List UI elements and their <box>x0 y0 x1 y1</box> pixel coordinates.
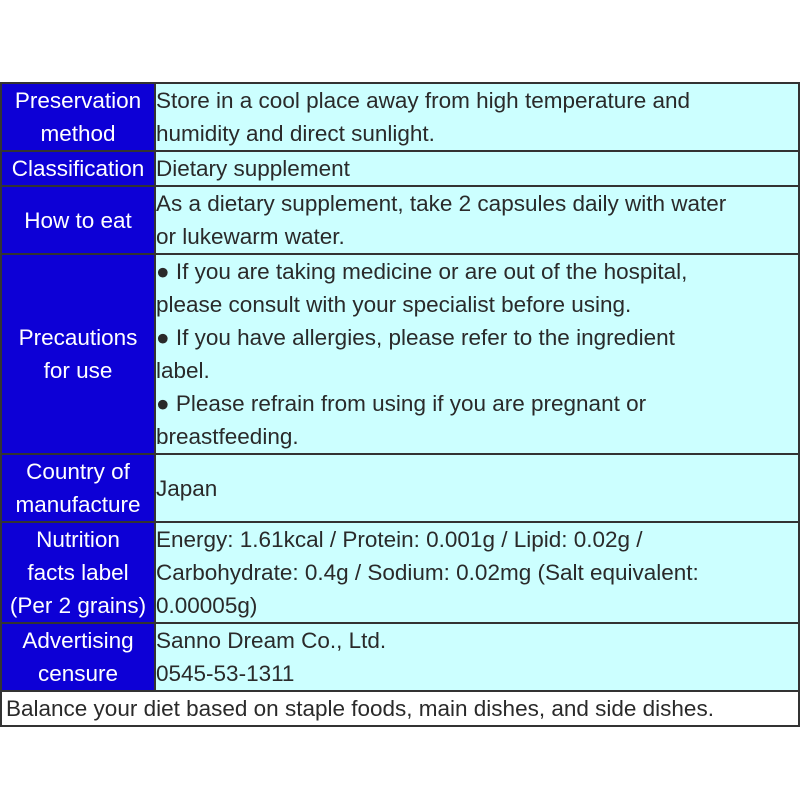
precaution-line: label. <box>156 358 210 383</box>
row-how-to-eat <box>1 186 799 254</box>
value-precautions-for-use <box>155 254 799 454</box>
row-nutrition-facts <box>1 522 799 623</box>
label-how-to-eat: How to eat <box>1 186 155 254</box>
label-classification: Classification <box>1 151 155 186</box>
row-precautions <box>1 254 799 454</box>
label-nutrition-facts: Nutrition facts label (Per 2 grains) <box>1 522 155 623</box>
precaution-line: breastfeeding. <box>156 424 299 449</box>
product-spec-table <box>0 82 800 727</box>
row-advertising-censure <box>1 623 799 691</box>
label-advertising-censure: Advertising censure <box>1 623 155 691</box>
phone-number: 0545-53-1311 <box>156 661 295 686</box>
value-country-of-manufacture: Japan <box>155 454 799 522</box>
precaution-line: ● Please refrain from using if you are pregnant or <box>156 391 647 416</box>
value-preservation-method: Store in a cool place away from high temperature and humidity and direct sunlight. <box>155 83 799 151</box>
row-preservation <box>1 83 799 151</box>
footer-note: Balance your diet based on staple foods, main dishes, and side dishes. <box>1 691 799 726</box>
precaution-line: ● If you have allergies, please refer to the ingredient <box>156 325 675 350</box>
value-advertising-censure <box>155 623 799 691</box>
value-how-to-eat: As a dietary supplement, take 2 capsules daily with water or lukewarm water. <box>155 186 799 254</box>
row-classification <box>1 151 799 186</box>
label-country-of-manufacture: Country of manufacture <box>1 454 155 522</box>
precaution-line: ● If you are taking medicine or are out of the hospital, <box>156 259 688 284</box>
value-classification: Dietary supplement <box>155 151 799 186</box>
company-name: Sanno Dream Co., Ltd. <box>156 628 387 653</box>
row-country-of-manufacture <box>1 454 799 522</box>
label-precautions-for-use: Precautions for use <box>1 254 155 454</box>
precaution-line: please consult with your specialist before using. <box>156 292 632 317</box>
row-footer-note <box>1 691 799 726</box>
label-preservation-method: Preservation method <box>1 83 155 151</box>
value-nutrition-facts: Energy: 1.61kcal / Protein: 0.001g / Lipid: 0.02g / Carbohydrate: 0.4g / Sodium: 0.02mg (Salt equivalent: 0.00005g) <box>155 522 799 623</box>
